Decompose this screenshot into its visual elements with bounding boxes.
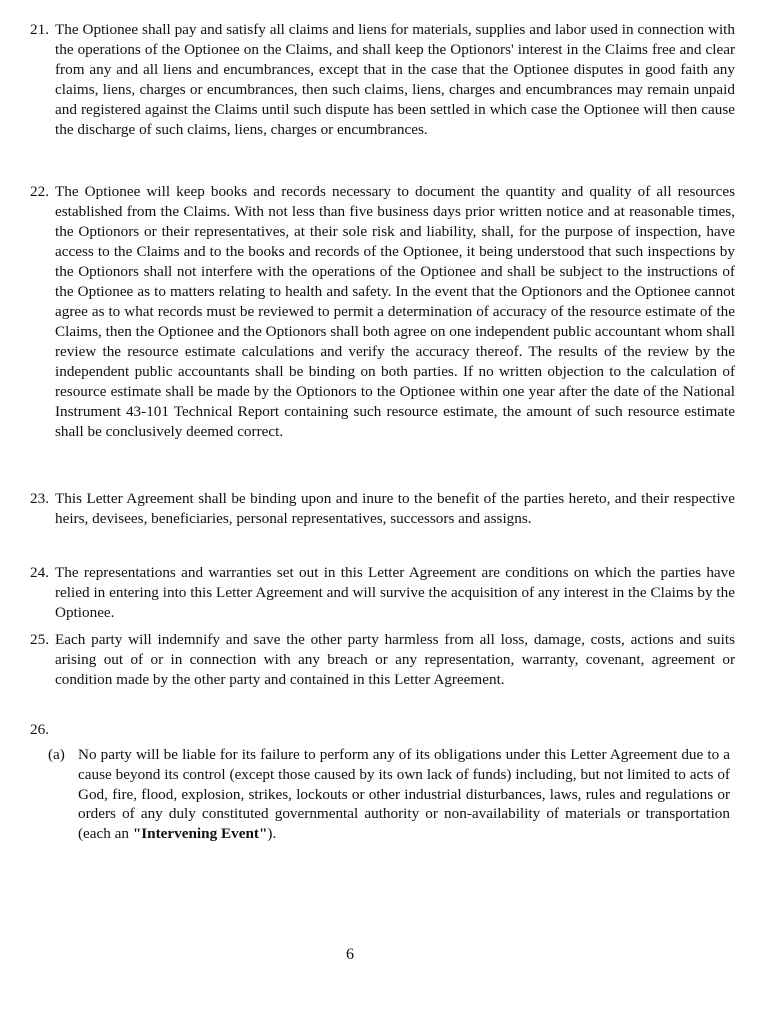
clause-number: 24. xyxy=(30,564,49,581)
clause-number: 21. xyxy=(30,21,49,38)
clause-22 xyxy=(30,182,735,442)
clause-text: The Optionee shall pay and satisfy all claims and liens for materials, supplies and labor used in connection with the operations of the Optionee on the Claims, and shall keep the Optionors' interest in the Claims free and clear from any and all liens and encumbrances, except that in the case that the Optionee disputes in good faith any claims, liens, charges or encumbrances, then such claims, liens, charges and encumbrances may remain unpaid and registered against the Claims until such dispute has been settled in which case the Optionee will then cause the discharge of such claims, liens, charges or encumbrances. xyxy=(55,21,735,138)
defined-term: "Intervening Event" xyxy=(132,825,268,843)
subclause-text-block xyxy=(78,745,730,844)
clause-number: 22. xyxy=(30,183,49,200)
subclause-suffix: ). xyxy=(267,825,277,843)
subclause-a xyxy=(48,745,730,844)
clause-text: Each party will indemnify and save the other party harmless from all loss, damage, costs, actions and suits arising out of or in connection with any breach or any representation, warranty, covenant, agreement or condition made by the other party and contained in this Letter Agreement. xyxy=(55,631,735,688)
subclause-text: No party will be liable for its failure to perform any of its obligations under this Letter Agreement due to a cause beyond its control (except those caused by its own lack of funds) including, but not limited to acts of God, fire, flood, explosion, strikes, lockouts or other industrial disturbances, laws, rules and regulations or orders of any duly constituted governmental authority or non-availability of materials or transportation (each an xyxy=(78,746,730,843)
clause-23 xyxy=(30,489,735,529)
page-number: 6 xyxy=(346,946,354,963)
clause-text: This Letter Agreement shall be binding upon and inure to the benefit of the parties hereto, and their respective heirs, devisees, beneficiaries, personal representatives, successors and assigns. xyxy=(55,490,735,527)
clause-25 xyxy=(30,630,735,690)
clause-number: 23. xyxy=(30,490,49,507)
clause-number: 25. xyxy=(30,631,49,648)
clause-number: 26. xyxy=(30,721,49,738)
clause-21 xyxy=(30,20,735,140)
subclause-label: (a) xyxy=(48,746,65,763)
clause-24 xyxy=(30,563,735,623)
clause-text: The Optionee will keep books and records necessary to document the quantity and quality of all resources established from the Claims. With not less than five business days prior written notice and at reasonable times, the Optionors or their representatives, at their sole risk and liability, shall, for the purpose of inspection, have access to the Claims and to the books and records of the Optionee, it being understood that such inspections by the Optionors shall not interfere with the operations of the Optionee and shall be subject to the instructions of the Optionee as to matters relating to health and safety. In the event that the Optionors and the Optionee cannot agree as to what records must be reviewed to permit a determination of accuracy of the resource estimate of the Claims, then the Optionee and the Optionors shall both agree on one independent public accountant whom shall review the resource estimate calculations and verify the accuracy thereof. The results of the review by the independent public accountants shall be binding on both parties. If no written objection to the calculation of resource estimate shall be made by the Optionors to the Optionee within one year after the date of the National Instrument 43-101 Technical Report containing such resource estimate, the amount of such resource estimate shall be conclusively deemed correct. xyxy=(55,183,735,440)
clause-text: The representations and warranties set out in this Letter Agreement are conditions on which the parties have relied in entering into this Letter Agreement and will survive the acquisition of any interest in the Claims by the Optionee. xyxy=(55,564,735,621)
